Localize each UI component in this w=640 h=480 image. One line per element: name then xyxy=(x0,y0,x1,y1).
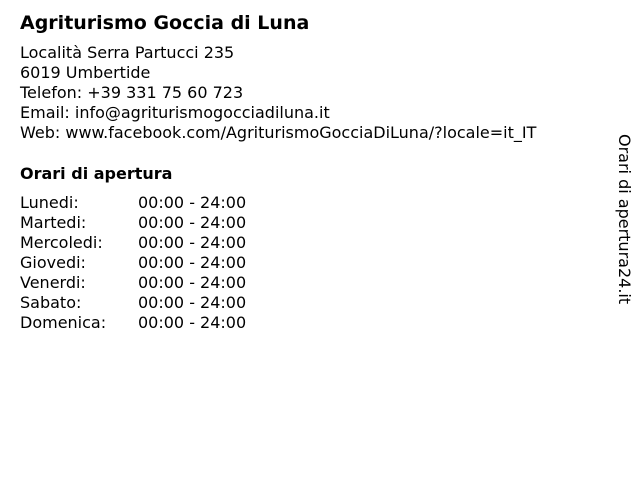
time-range: 00:00 - 24:00 xyxy=(138,273,247,292)
day-label: Venerdi: xyxy=(20,273,86,292)
phone-line: Telefon: +39 331 75 60 723 xyxy=(20,83,244,102)
time-range: 00:00 - 24:00 xyxy=(138,213,247,232)
hours-row-wednesday xyxy=(20,233,340,253)
business-name: Agriturismo Goccia di Luna xyxy=(20,12,310,34)
time-range: 00:00 - 24:00 xyxy=(138,233,247,252)
hours-row-saturday xyxy=(20,293,340,313)
time-range: 00:00 - 24:00 xyxy=(138,293,247,312)
time-range: 00:00 - 24:00 xyxy=(138,313,247,332)
hours-row-tuesday xyxy=(20,213,340,233)
hours-row-thursday xyxy=(20,253,340,273)
hours-row-monday xyxy=(20,193,340,213)
time-range: 00:00 - 24:00 xyxy=(138,193,247,212)
day-label: Lunedi: xyxy=(20,193,79,212)
hours-row-friday xyxy=(20,273,340,293)
day-label: Domenica: xyxy=(20,313,107,332)
address-city: 6019 Umbertide xyxy=(20,63,151,82)
hours-table xyxy=(20,193,340,333)
day-label: Giovedi: xyxy=(20,253,86,272)
site-brand-vertical: Orari di apertura24.it xyxy=(615,134,634,305)
web-line: Web: www.facebook.com/AgriturismoGocciaDiLuna/?locale=it_IT xyxy=(20,123,537,142)
day-label: Mercoledi: xyxy=(20,233,103,252)
time-range: 00:00 - 24:00 xyxy=(138,253,247,272)
day-label: Martedi: xyxy=(20,213,87,232)
hours-heading: Orari di apertura xyxy=(20,164,173,183)
day-label: Sabato: xyxy=(20,293,82,312)
email-line: Email: info@agriturismogocciadiluna.it xyxy=(20,103,330,122)
hours-row-sunday xyxy=(20,313,340,333)
address-street: Località Serra Partucci 235 xyxy=(20,43,235,62)
contact-info xyxy=(20,43,536,143)
